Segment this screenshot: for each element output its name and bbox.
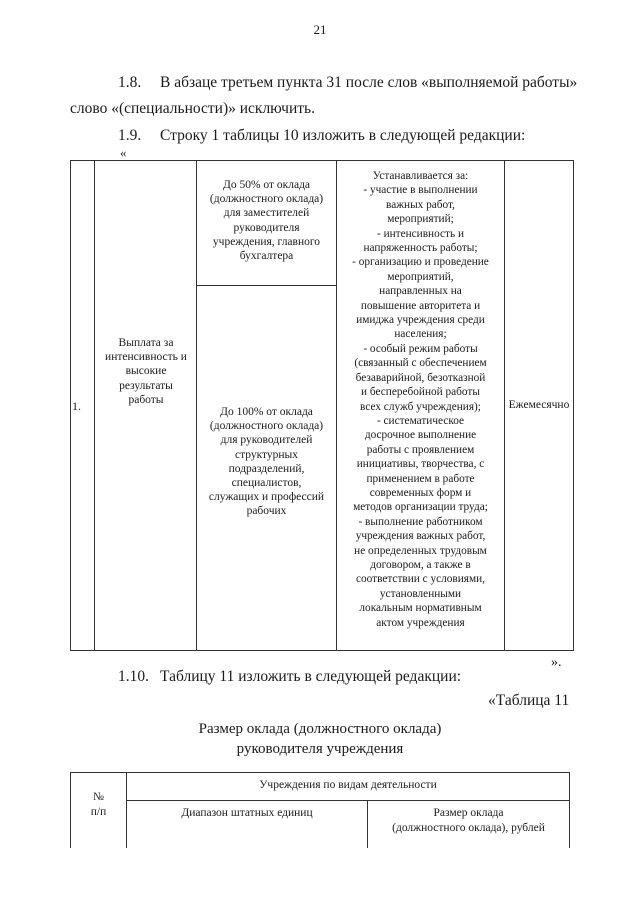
condition-line: населения; [394,328,447,341]
amount-deputies-line: (должностного оклада) [209,193,324,206]
amount-heads-line: подразделений, [228,462,305,475]
condition-line: - выполнение работником [358,515,483,528]
condition-line: важных работ, [386,198,455,211]
condition-line: - организацию и проведение [352,256,489,269]
paragraph-1-9-number: 1.9. [118,127,142,144]
amount-heads-line: специалистов, [231,477,302,490]
table10-conditions [338,169,503,630]
close-quote: ». [551,655,562,670]
table10-left-border [70,160,71,651]
condition-line: Устанавливается за: [372,170,469,182]
table10-periodicity: Ежемесячно [508,399,570,411]
paragraph-1-9-text: Строку 1 таблицы 10 изложить в следующей редакции: [160,127,526,144]
table11-caption: «Таблица 11 [488,692,570,709]
condition-line: имиджа учреждения среди [356,314,485,327]
condition-line: и бесперебойной работы [361,386,480,399]
table11-title [0,719,640,759]
table11-title-line2: руководителя учреждения [236,741,404,757]
condition-line: работы с проявлением [366,443,475,456]
condition-line: (связанный с обеспечением [354,357,487,370]
condition-line: соответствии с условиями, [355,573,486,586]
paragraph-1-10-text: Таблицу 11 изложить в следующей редакции: [160,668,462,685]
open-quote: « [120,145,127,160]
table11-col-range: Диапазон штатных единиц [181,807,313,819]
col-salary-line2: (должностного оклада), рублей [392,822,545,834]
payment-type-line: интенсивность и [105,351,187,364]
table10-payment-type [96,336,196,407]
condition-line: современных форм и [369,486,472,499]
table11-group-split [126,800,569,801]
table10-right-border [573,160,574,651]
amount-heads-line: для руководителей [220,434,313,447]
col-salary-line1: Размер оклада [433,807,504,819]
condition-line: мероприятий, [387,270,454,283]
amount-deputies-line: руководителя [233,221,300,234]
payment-type-line: высокие [125,365,167,378]
table10-col-sep-3 [336,160,337,651]
condition-line: методов организации труда; [353,501,488,514]
condition-line: - интенсивность и [376,227,465,240]
table10-bottom-border [70,650,574,651]
table11-col-number [71,790,126,820]
payment-type-line: результаты [119,379,173,392]
condition-line: локальным нормативным [359,602,482,615]
condition-line: - участие в выполнении [363,184,478,197]
condition-line: учреждения важных работ, [355,530,486,543]
col-number-line2: п/п [90,806,107,818]
condition-line: всех служб учреждения); [360,400,481,413]
paragraph-1-10-number: 1.10. [118,668,149,685]
table10-row-number: 1. [72,399,81,413]
paragraph-1-8-line2: слово «(специальности)» исключить. [70,100,315,117]
table10-amount-heads [198,405,335,519]
table10-amount-deputies [198,178,335,263]
table11-top-border [70,772,570,773]
condition-line: - особый режим работы [363,342,478,355]
condition-line: актом учреждения [376,616,465,629]
condition-line: мероприятий; [387,213,454,226]
amount-deputies-line: для заместителей [223,207,310,220]
amount-heads-line: структурных [234,448,299,461]
payment-type-line: работы [128,393,164,406]
condition-line: досрочное выполнение [364,429,477,442]
condition-line: безаварийной, безотказной [355,371,486,384]
table11-col-salary [368,806,569,836]
table10-col-sep-1 [94,160,95,651]
amount-heads-line: (должностного оклада) [209,420,324,433]
condition-line: - систематическое [376,414,465,427]
table11-group-header: Учреждения по видам деятельности [259,779,437,791]
col-number-line1: № [93,791,104,803]
condition-line: не определенных трудовым [354,544,487,557]
amount-heads-line: рабочих [246,505,287,518]
amount-deputies-line: бухгалтера [239,250,294,263]
amount-deputies-line: До 50% от оклада [222,179,311,191]
condition-line: напряженность работы; [363,242,478,255]
condition-line: применением в работе [366,472,475,485]
payment-type-line: Выплата за [118,337,174,349]
condition-line: повышение авторитета и [360,299,481,312]
amount-heads-line: служащих и профессий [208,491,325,504]
table10-top-border [70,160,574,161]
amount-deputies-line: учреждения, главного [212,235,321,248]
paragraph-1-8-number: 1.8. [118,74,142,91]
condition-line: договором, а также в [370,558,471,571]
paragraph-1-8-line1: В абзаце третьем пункта 31 после слов «выполняемой работы» [160,74,578,91]
table11-right-border [569,772,570,848]
table11-title-line1: Размер оклада (должностного оклада) [198,721,442,737]
page-number: 21 [313,22,327,37]
condition-line: направленных на [379,285,462,298]
table10-amount-split [196,285,336,286]
condition-line: инициативы, творчества, с [356,458,485,471]
table10-col-sep-2 [196,160,197,651]
amount-heads-line: До 100% от оклада [220,406,313,418]
condition-line: установленными [379,587,462,600]
